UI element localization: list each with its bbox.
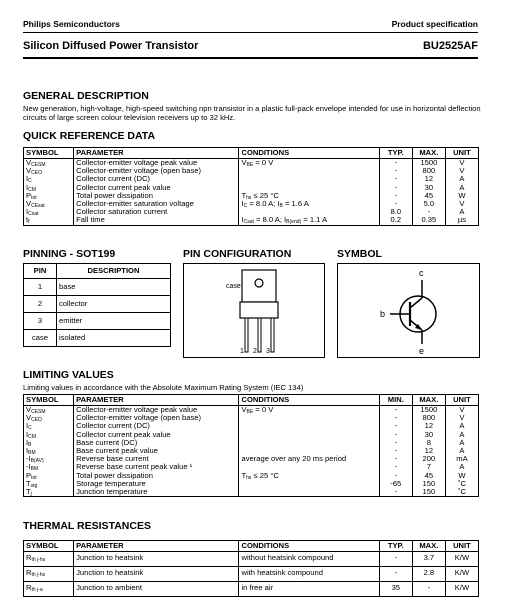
qrd-sym-line: $V_{CEO}$ [26,166,42,177]
lim-max-line: 45 [424,470,434,480]
lim-param-line: Collector current peak value [76,429,171,439]
emitter-label: e [419,346,425,356]
qrd-sym-line: $I_{Csat}$ [26,207,39,218]
company-name: Philips Semiconductors [23,19,120,29]
lim-unit-line: A [459,462,465,472]
thermal-row [24,567,479,582]
qrd-typ-line: - [394,198,398,208]
qrd-typ-line: - [394,174,398,184]
lim-col-param: PARAMETER [74,395,239,406]
qrd-max-values [412,159,445,226]
qrd-unit-line: W [458,190,466,200]
pin-row [24,279,171,296]
pin-description: collector [57,296,171,313]
qrd-param-line: Collector saturation current [76,207,168,217]
lim-param-line: Reverse base current [76,454,149,464]
pin-description: isolated [57,330,171,347]
qrd-cond-line: $T_{hs} \le 25$ °C [241,190,279,201]
thermal-cond: with heatsink compound [239,567,379,582]
qrd-col-param: PARAMETER [74,148,239,159]
qrd-max-line: - [427,207,431,217]
lim-max-line: 1500 [420,405,438,414]
lim-sym-line: $I_{BM}$ [26,445,36,456]
qrd-col-cond: CONDITIONS [239,148,379,159]
npn-symbol [338,264,479,357]
lim-min-line: - [394,413,398,423]
lim-symbols [24,406,74,497]
thermal-typ: - [379,567,412,582]
qrd-typ-line: - [394,190,398,200]
pin-number: 1 [24,279,57,296]
qrd-sym-line: $I_{CM}$ [26,182,36,193]
lim-param-line: Storage temperature [76,478,146,488]
base-label: b [380,309,386,319]
lim-unit-line: W [458,470,466,480]
lim-max-line: 800 [422,413,436,423]
qrd-typ-values [379,159,412,226]
qrd-cond-line [241,175,376,183]
pin-row [24,330,171,347]
thermal-cond: in free air [239,582,379,597]
qrd-typ-line: 0.2 [390,215,402,225]
qrd-heading: QUICK REFERENCE DATA [23,130,156,142]
lim-unit-line: A [459,421,465,431]
lim-param-line: Total power dissipation [76,470,153,480]
qrd-typ-line: - [394,158,398,167]
lim-col-unit: UNIT [445,395,478,406]
lim-param-line: Base current (DC) [76,437,138,447]
pinning-table [23,263,171,347]
symbol-heading: SYMBOL [337,248,382,260]
lim-sym-line: $I_{CM}$ [26,429,36,440]
lim-cond-line [241,422,376,430]
pinning-heading: PINNING - SOT199 [23,248,116,260]
lead-2-label: 2 [253,348,257,355]
qrd-symbols [24,159,74,226]
pin-config-heading: PIN CONFIGURATION [183,248,292,260]
lim-param-line: Reverse base current peak value ¹ [76,462,193,472]
part-number: BU2525AF [422,40,478,52]
lim-unit-line: V [459,405,465,414]
qrd-sym-line: $t_f$ [26,215,30,226]
lim-min-line: - [394,429,398,439]
lim-min-line: - [394,445,398,455]
lim-param-line: Collector current (DC) [76,421,150,431]
qrd-param-line: Collector-emitter saturation voltage [76,198,194,208]
lim-max-line: 8 [426,437,431,447]
qrd-sym-line: $V_{CEsat}$ [26,198,45,209]
pin-row [24,296,171,313]
general-heading: GENERAL DESCRIPTION [23,90,149,102]
qrd-table [23,147,479,226]
qrd-max-line: 800 [422,166,436,176]
thermal-row [24,582,479,597]
lim-param-line: Collector-emitter voltage peak value [76,405,198,414]
thermal-heading: THERMAL RESISTANCES [23,520,151,532]
lim-min-line: - [394,421,398,431]
lim-unit-line: V [459,413,465,423]
lim-cond-line [241,431,376,439]
limiting-heading: LIMITING VALUES [23,369,114,381]
qrd-unit-line: A [459,207,465,217]
lim-min-values [379,406,412,497]
lim-min-line: - [394,405,398,414]
thermal-unit: K/W [445,567,478,582]
header-rule [23,32,478,33]
therm-col-param: PARAMETER [74,541,239,552]
qrd-unit-line: V [459,166,465,176]
lim-min-line: - [394,454,398,464]
qrd-units [445,159,478,226]
qrd-max-line: 1500 [420,158,438,167]
lim-min-line: - [394,437,398,447]
qrd-unit-line: A [459,174,465,184]
qrd-typ-line: - [394,166,398,176]
lim-max-line: 12 [424,445,434,455]
qrd-conds [239,159,379,226]
pin-description: emitter [57,313,171,330]
thermal-max: 3.7 [412,552,445,567]
qrd-param-line: Collector current peak value [76,182,171,192]
lim-cond-line [241,488,376,496]
lim-max-line: 12 [424,421,434,431]
pin-config-figure [183,263,325,358]
therm-col-max: MAX. [412,541,445,552]
lim-min-line: - [394,462,398,472]
lim-min-line: -65 [390,478,402,488]
lim-param-line: Junction temperature [76,486,148,496]
pin-number: 2 [24,296,57,313]
lim-max-line: 7 [426,462,431,472]
lim-sym-line: $-I_{BM}$ [26,462,39,473]
pin-col-desc: DESCRIPTION [57,264,171,279]
lim-col-symbol: SYMBOL [24,395,74,406]
thermal-table [23,540,479,597]
lim-param-line: Collector-emitter voltage (open base) [76,413,202,423]
therm-col-symbol: SYMBOL [24,541,74,552]
therm-col-cond: CONDITIONS [239,541,379,552]
lim-max-values [412,406,445,497]
general-text: New generation, high-voltage, high-speed switching npn transistor in a plastic full-pack envelope intended for use in horizontal deflection circuits of large screen colour television receivers up to 32 kHz. [23,104,481,122]
lim-min-line: - [394,470,398,480]
lim-max-line: 150 [422,478,436,488]
pin-col-pin: PIN [24,264,57,279]
thermal-symbol: $R_{th j-a}$ [24,582,74,597]
lim-unit-line: ˚C [457,478,466,488]
lim-unit-line: A [459,437,465,447]
lim-col-max: MAX. [412,395,445,406]
qrd-params [74,159,239,226]
qrd-unit-line: V [459,198,465,208]
qrd-sym-line: $P_{tot}$ [26,190,37,201]
lim-min-line: - [394,486,398,496]
qrd-sym-line: $I_C$ [26,174,32,185]
qrd-cond-line: $V_{BE} = 0$ V [241,158,274,168]
pin-row [24,313,171,330]
qrd-max-line: 45 [424,190,434,200]
qrd-max-line: 0.35 [421,215,437,225]
lim-sym-line: $T_j$ [26,486,32,497]
lim-cond-line: average over any 20 ms period [241,454,347,464]
qrd-cond-line: $I_C = 8.0$ A; $I_B = 1.6$ A [241,198,309,209]
qrd-col-max: MAX. [412,148,445,159]
lim-unit-line: ˚C [457,486,466,496]
lim-sym-line: $-I_{B(AV)}$ [26,454,44,465]
case-label: case [226,283,241,290]
qrd-sym-line: $V_{CESM}$ [26,158,46,168]
symbol-figure [337,263,480,358]
pin-number: 3 [24,313,57,330]
lead-1-label: 1 [240,348,244,355]
qrd-param-line: Fall time [76,215,105,225]
qrd-param-line: Collector current (DC) [76,174,150,184]
lim-max-line: 150 [422,486,436,496]
thermal-unit: K/W [445,582,478,597]
qrd-unit-line: A [459,182,465,192]
thermal-param: Junction to ambient [74,582,239,597]
lim-sym-line: $V_{CEO}$ [26,413,42,424]
qrd-unit-line: µs [457,215,467,225]
qrd-col-typ: TYP. [379,148,412,159]
lim-max-line: 200 [422,454,436,464]
product-name: Silicon Diffused Power Transistor [23,40,199,52]
qrd-max-line: 30 [424,182,434,192]
pin-description: base [57,279,171,296]
lim-params [74,406,239,497]
qrd-param-line: Collector-emitter voltage peak value [76,158,198,167]
limiting-subtitle: Limiting values in accordance with the Absolute Maximum Rating System (IEC 134) [23,383,304,392]
lim-unit-line: mA [456,454,468,464]
lim-sym-line: $I_C$ [26,421,32,432]
thermal-symbol: $R_{th j-hs}$ [24,552,74,567]
lim-unit-line: A [459,445,465,455]
pin-number: case [24,330,57,347]
therm-col-unit: UNIT [445,541,478,552]
lim-cond-line [241,480,376,488]
lim-cond-line [241,414,376,422]
qrd-col-symbol: SYMBOL [24,148,74,159]
thermal-max: 2.8 [412,567,445,582]
qrd-cond-line: $I_{Csat} = 8.0$ A; $I_{B(end)} = 1.1$ A [241,215,328,226]
lead-3-label: 3 [266,348,270,355]
package-drawing [184,264,324,357]
qrd-cond-line [241,167,376,175]
qrd-param-line: Total power dissipation [76,190,153,200]
lim-cond-line: $V_{BE} = 0$ V [241,405,274,415]
lim-conds [239,406,379,497]
qrd-unit-line: V [459,158,465,167]
thermal-param: Junction to heatsink [74,552,239,567]
qrd-max-line: 5.0 [423,198,435,208]
lim-col-min: MIN. [379,395,412,406]
qrd-max-line: 12 [424,174,434,184]
qrd-typ-line: - [394,182,398,192]
lim-units [445,406,478,497]
thermal-max: - [412,582,445,597]
thermal-row [24,552,479,567]
lim-param-line: Base current peak value [76,445,159,455]
qrd-typ-line: 8.0 [390,207,402,217]
qrd-col-unit: UNIT [445,148,478,159]
doc-title [23,40,478,52]
lim-cond-line [241,439,376,447]
thermal-symbol: $R_{th j-hs}$ [24,567,74,582]
qrd-param-line: Collector-emitter voltage (open base) [76,166,202,176]
therm-col-typ: TYP. [379,541,412,552]
limiting-table [23,394,479,497]
thermal-typ: - [379,552,412,567]
thermal-unit: K/W [445,552,478,567]
lim-max-line: 30 [424,429,434,439]
lim-sym-line: $P_{tot}$ [26,470,37,481]
collector-label: c [419,268,424,278]
title-rule [23,57,478,59]
lim-sym-line: $T_{stg}$ [26,478,38,489]
lim-sym-line: $I_B$ [26,437,32,448]
lim-sym-line: $V_{CESM}$ [26,405,46,415]
thermal-param: Junction to heatsink [74,567,239,582]
lim-col-cond: CONDITIONS [239,395,379,406]
lim-unit-line: A [459,429,465,439]
doc-type: Product specification [391,19,478,29]
thermal-cond: without heatsink compound [239,552,379,567]
lim-cond-line: $T_{hs} \le 25$ °C [241,470,279,481]
thermal-typ: 35 [379,582,412,597]
